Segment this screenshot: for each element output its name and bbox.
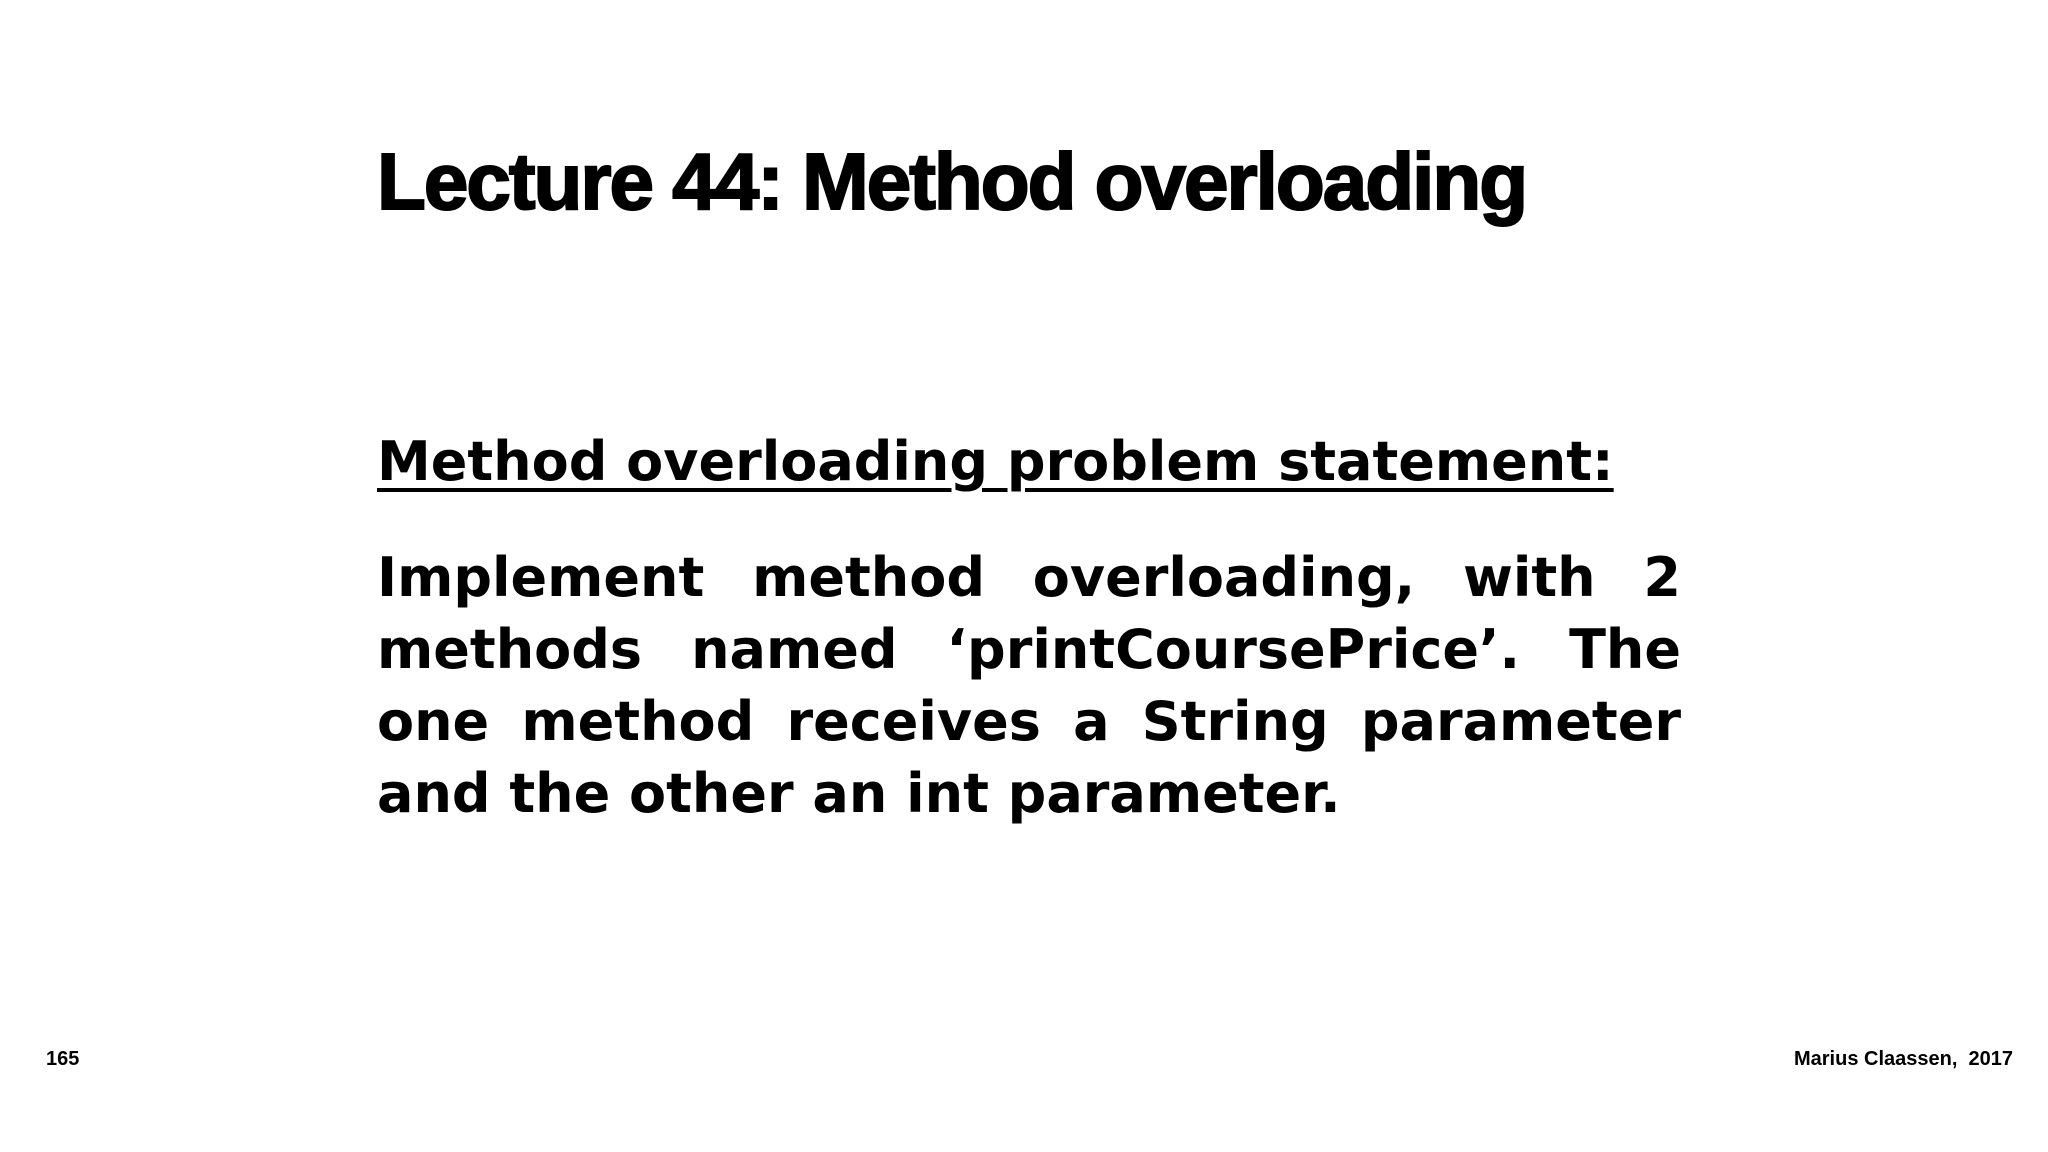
slide-number: 165 [46,1048,80,1070]
slide-title: Lecture 44: Method overloading [377,137,1527,226]
author-footer: Marius Claassen, 2017 [1793,1048,2013,1070]
problem-statement-heading: Method overloading problem statement: [377,430,1614,493]
problem-statement-text: Implement method overloading, with 2 methods named ‘printCoursePrice’. The one method receives a String parameter and the other an int parameter. [377,546,1681,825]
